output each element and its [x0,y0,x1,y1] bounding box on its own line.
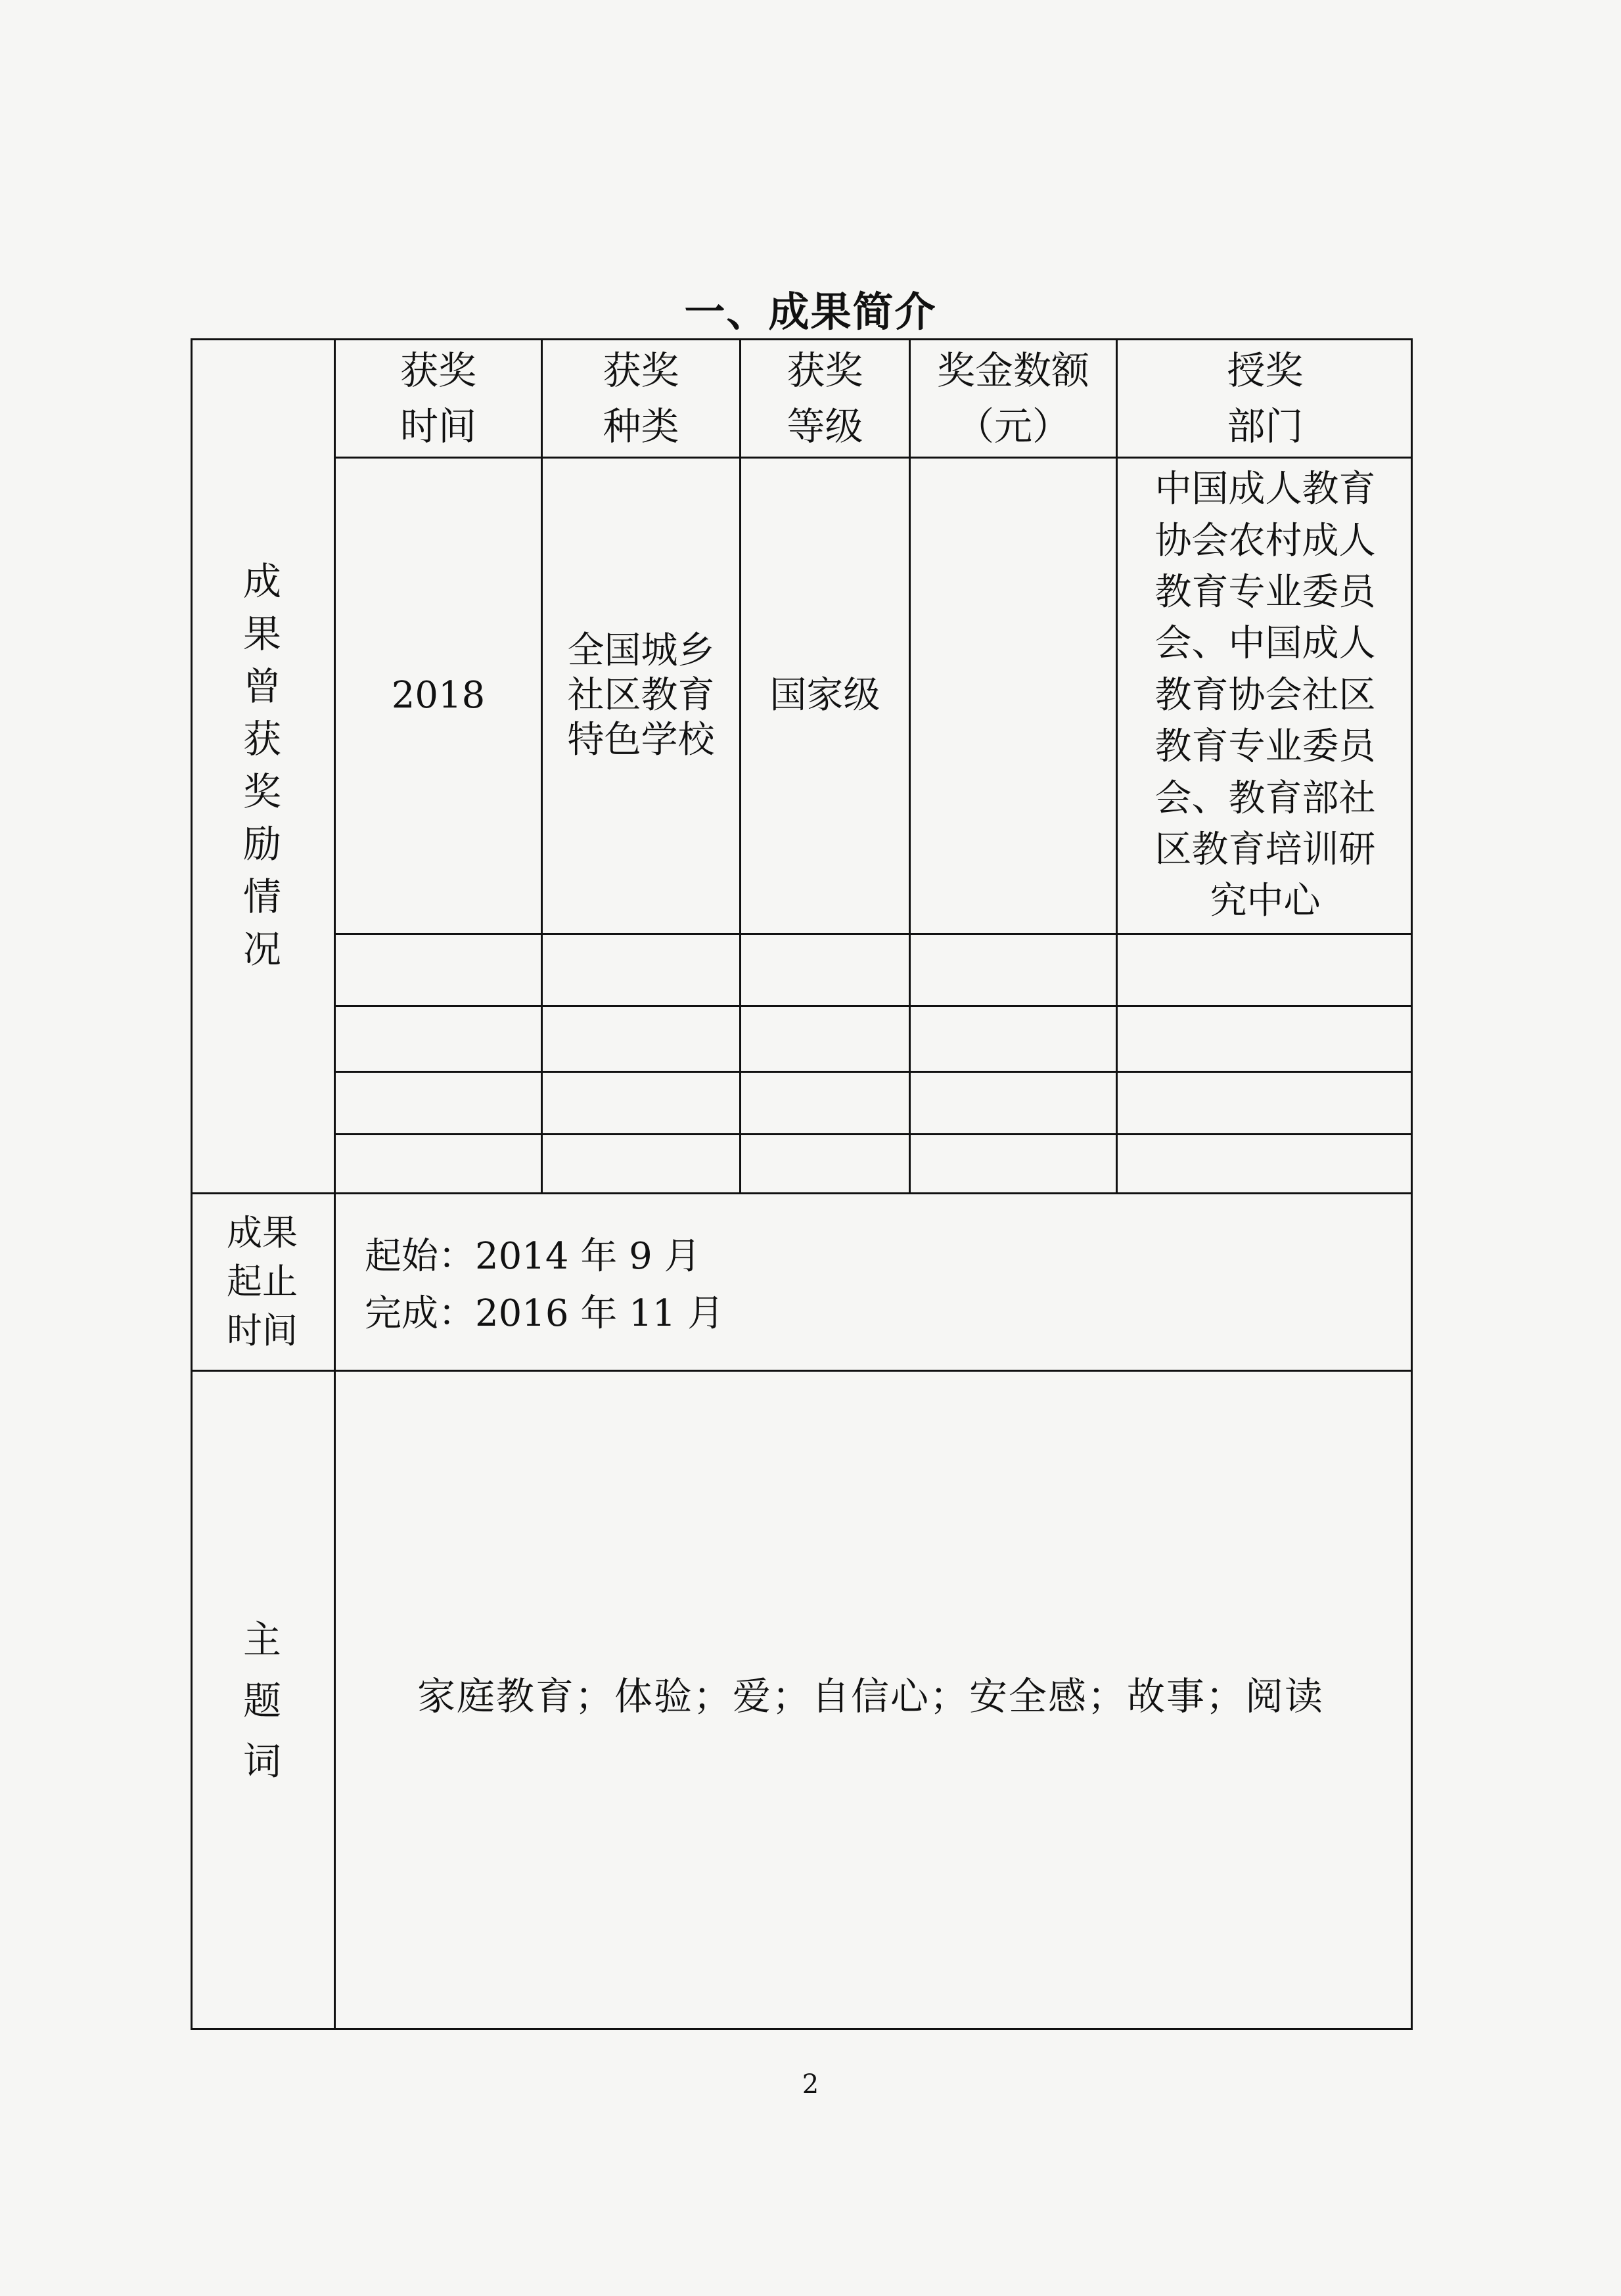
topic-keywords: 家庭教育；体验；爱；自信心；安全感；故事；阅读 [417,1674,1324,1719]
awards-section-label-char: 果 [242,611,281,656]
awards-section-bottom-border [191,1192,1413,1194]
header-award-type [543,340,739,457]
award-level [741,459,909,933]
start-date: 起始：2014 年 9 月 [365,1235,701,1278]
topic-section-label [191,1372,334,2030]
award-type [543,459,739,933]
header-award-type-text: 获奖种类 [603,348,679,449]
awards-section-label [191,338,334,1192]
awards-row-border-1 [334,933,1413,935]
awards-row-border-3 [334,1071,1413,1073]
award-department-text: 中国成人教育协会农村成人教育专业委员会、中国成人教育协会社区教育专业委员会、教育部社区教育培训研究中心 [1154,468,1376,923]
award-year-text: 2018 [391,673,486,717]
header-prize-amount [911,340,1116,457]
awards-row-border-2 [334,1005,1413,1007]
topic-section-label-char: 题 [242,1678,281,1723]
awards-section-label-char: 曾 [242,664,281,709]
duration-section-label [191,1194,334,1370]
topic-section-label-char: 主 [242,1617,281,1662]
awards-section-label-char: 奖 [242,769,281,814]
duration-values [365,1228,724,1343]
duration-section-bottom-border [191,1370,1413,1372]
duration-label-text: 成果起止时间 [227,1211,298,1351]
awards-section-label-char: 情 [242,874,281,920]
header-prize-amount-text: 奖金数额（元） [936,348,1089,449]
header-award-time-text: 获奖时间 [400,348,476,449]
header-awarding-department-text: 授奖部门 [1227,348,1304,449]
award-level-text: 国家级 [769,673,880,717]
end-date: 完成：2016 年 11 月 [365,1292,725,1335]
awards-section-label-char: 成 [242,558,281,604]
header-award-level [741,340,909,457]
awards-section-label-char: 况 [242,927,281,972]
page-title: 一、成果简介 [684,288,937,336]
header-awarding-department [1118,340,1413,457]
header-award-level-text: 获奖等级 [787,348,863,449]
page-number: 2 [802,2069,819,2100]
award-department [1118,459,1413,933]
award-year [336,459,541,933]
award-type-text: 全国城乡社区教育特色学校 [567,629,715,762]
topic-section-label-char: 词 [242,1739,281,1784]
awards-section-label-char: 获 [242,716,281,761]
award-amount [911,459,1116,933]
awards-section-label-char: 励 [242,822,281,867]
header-award-time [336,340,541,457]
awards-row-border-4 [334,1133,1413,1135]
